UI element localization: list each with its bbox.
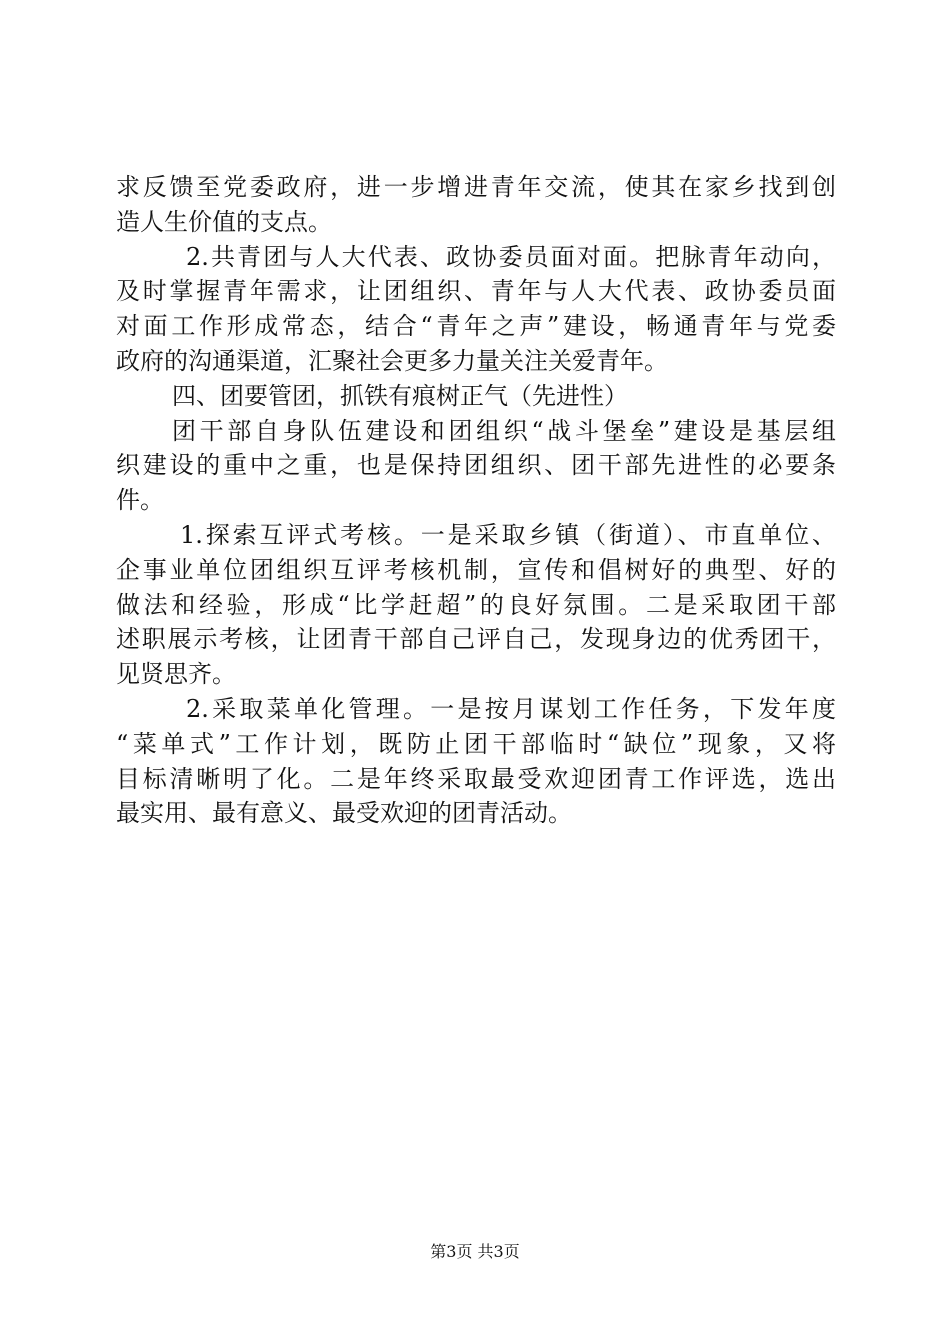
text-line: 对面工作形成常态，结合“青年之声”建设，畅通青年与党委: [116, 312, 836, 341]
paragraph: [116, 692, 836, 831]
paragraph: [116, 170, 836, 240]
paragraph: [116, 240, 836, 379]
text-line: 1.探索互评式考核。一是采取乡镇（街道）、市直单位、: [180, 520, 836, 549]
text-line: 2.共青团与人大代表、政协委员面对面。把脉青年动向，: [186, 242, 836, 271]
text-line: 2.采取菜单化管理。一是按月谋划工作任务，下发年度: [186, 694, 836, 723]
text-line: 企事业单位团组织互评考核机制，宣传和倡树好的典型、好的: [116, 555, 836, 584]
text-line: 件。: [116, 486, 164, 515]
text-line: 织建设的重中之重，也是保持团组织、团干部先进性的必要条: [116, 451, 836, 480]
section-heading-text: 四、团要管团，抓铁有痕树正气（先进性）: [172, 381, 628, 410]
section-heading: [116, 379, 836, 414]
paragraph: [116, 518, 836, 692]
text-line: 求反馈至党委政府，进一步增进青年交流，使其在家乡找到创: [116, 173, 836, 201]
text-line: 做法和经验，形成“比学赶超”的良好氛围。二是采取团干部: [116, 590, 836, 619]
text-line: 造人生价值的支点。: [116, 207, 332, 236]
text-line: “菜单式”工作计划，既防止团干部临时“缺位”现象，又将: [116, 729, 836, 758]
text-line: 政府的沟通渠道，汇聚社会更多力量关注关爱青年。: [116, 346, 668, 375]
page-footer: [0, 1240, 950, 1264]
text-line: 及时掌握青年需求，让团组织、青年与人大代表、政协委员面: [116, 277, 836, 306]
page-number-label: 第3页 共3页: [430, 1242, 520, 1261]
text-line: 最实用、最有意义、最受欢迎的团青活动。: [116, 799, 572, 828]
paragraph: [116, 414, 836, 518]
text-line: 见贤思齐。: [116, 660, 236, 689]
text-line: 述职展示考核，让团青干部自己评自己，发现身边的优秀团干，: [116, 625, 836, 654]
text-line: 目标清晰明了化。二是年终采取最受欢迎团青工作评选，选出: [116, 764, 836, 793]
text-line: 团干部自身队伍建设和团组织“战斗堡垒”建设是基层组: [172, 416, 836, 445]
document-body: [116, 170, 836, 831]
